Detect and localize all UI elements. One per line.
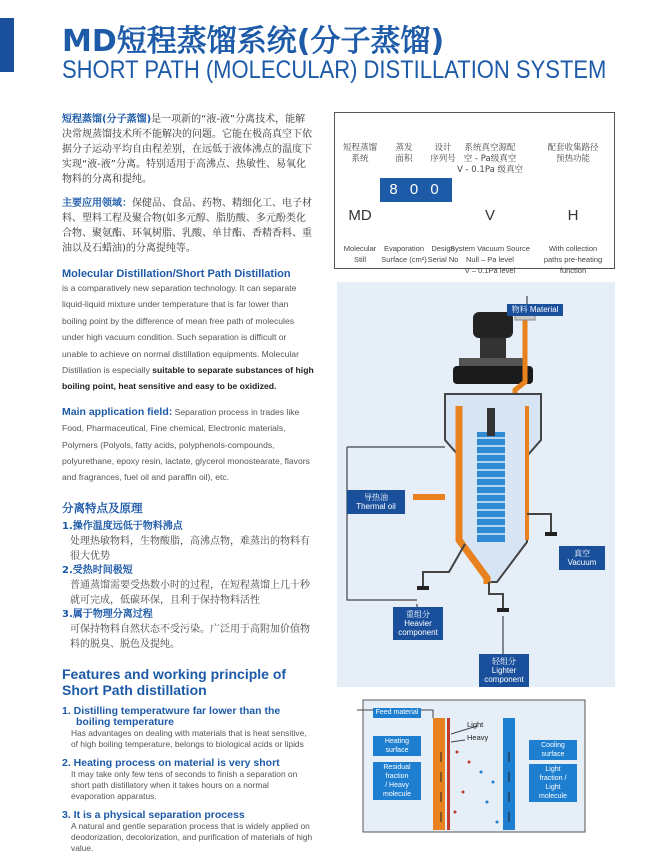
application-en	[62, 404, 314, 486]
feature-en-body: Has advantages on dealing with materials that is heat sensitive, of high boiling temperature, belongs to biological acids or lipids	[71, 727, 307, 749]
label-heavier-en2: component	[398, 628, 438, 637]
feature-cn-body: 普通蒸馏需要受热数小时的过程，在短程蒸馏上几十秒就可完成，低碳环保，且利于保持物料活性	[70, 579, 310, 606]
model-col-letter: V	[484, 207, 495, 224]
feature-en-title-1: 3. It is a physical separation process	[62, 808, 245, 821]
label-heating-2: surface	[385, 747, 409, 754]
feature-en-title-1: 1. Distilling temperatwure far lower than the	[62, 704, 281, 717]
label-cooling-1: Cooling	[541, 742, 565, 749]
rotor-shaft	[487, 408, 495, 436]
model-col-bottom: Molecular Still	[343, 244, 377, 264]
label-lightfrac-3: Light	[545, 784, 561, 791]
feature-en-body: It may take only few tens of seconds to finish a separation on short path distillatory when it takes hours on a normal evaporation apparatus.	[71, 768, 298, 801]
molecular-text-bold: suitable to separate substances of high boiling point, heat sensitive and easy to be oxidized.	[62, 365, 314, 392]
label-residual-2: fraction	[385, 773, 409, 780]
label-heavier-component	[393, 607, 443, 640]
label-material: 物料 Material	[507, 304, 563, 316]
label-feed-material: Feed material	[373, 708, 421, 718]
model-col-bottom: System Vacuum Source Null – Pa level V – 0.1Pa level	[450, 244, 530, 275]
label-heating-surface	[373, 736, 421, 756]
model-col-top: 短程蒸馏 系统	[342, 143, 377, 164]
model-col-bottom: Evaporation Surface (cm²)	[381, 244, 427, 264]
model-col-letter: H	[567, 207, 579, 224]
label-lighter-en1: Lighter	[491, 666, 517, 675]
label-thermal-oil	[347, 490, 405, 514]
feature-en-title-2: boiling temperature	[76, 715, 175, 728]
intro-cn	[62, 112, 314, 187]
label-vacuum-cn: 真空	[574, 549, 590, 558]
model-col-top: 蒸发 面积	[395, 143, 413, 164]
feature-en-title-1: 2. Heating process on material is very short	[62, 756, 280, 769]
top-cover	[453, 366, 533, 384]
model-col-bottom: With collection paths pre-heating function	[543, 244, 603, 275]
label-lightfrac-4: molecule	[538, 793, 567, 800]
molecular-text-body: is a comparatively new separation technology. It can separate liquid-liquid mixture under temperature that is far lower than boiling point by the difference of mean free path of molecules under high vacuum condition. Such separation is difficult or unable to achieve on normal distillation equipments. Molecular Distillation is especially	[62, 283, 299, 376]
model-col-area	[379, 143, 429, 263]
model-col-bottom: Design Serial No	[427, 244, 459, 264]
feature-cn-title: 3.属于物理分离过程	[62, 608, 153, 620]
features-cn-heading: 分离特点及原理	[62, 500, 143, 515]
film-layer	[447, 718, 450, 830]
feature-cn-title: 1.操作温度远低于物料沸点	[62, 520, 183, 532]
feature-cn-title: 2.受热时间极短	[62, 564, 133, 576]
model-col-top: 系统真空源配 空 - Pa级真空 V - 0.1Pa 级真空	[457, 143, 523, 175]
heating-surface-wall	[433, 718, 445, 830]
application-en-text: Separation process in trades like Food, Pharmaceutical, Fine chemical, Electronic materials, Polymers (Polyols, fatty acids, polyphenols-compounds, polyurethane, epoxy resin, lactate, glycerol monostearate, flavors and fragrances, fuel oil and paraffin oil), etc.	[62, 406, 310, 483]
model-col-vacuum	[450, 143, 530, 275]
label-residual-1: Residual	[383, 764, 411, 771]
label-heavy-arrow: Heavy	[467, 733, 489, 742]
label-thermal-oil-cn: 导热油	[364, 493, 388, 502]
molecular-heading: Molecular Distillation/Short Path Distillation	[62, 268, 291, 280]
feature-en-title	[62, 810, 314, 821]
label-lightfrac-1: Light	[545, 766, 561, 773]
feature-en-title	[62, 758, 314, 769]
model-col-top: 设计 序列号	[430, 143, 456, 164]
application-en-lead: Main application field:	[62, 405, 173, 418]
feature-en-title	[62, 706, 314, 728]
label-lightfrac-2: fraction /	[539, 775, 567, 782]
intro-cn-lead: 短程蒸馏(分子蒸馏)	[62, 114, 152, 125]
model-col-top: 配套收集路径 预热功能	[547, 143, 599, 164]
label-residual-3: / Heavy	[385, 782, 409, 789]
label-heavier-en1: Heavier	[404, 619, 432, 628]
model-col-preheat	[531, 143, 615, 275]
label-vacuum	[559, 546, 605, 570]
feature-cn-body: 可保持物料自然状态不受污染。广泛用于高附加价值物料的脱臭、脱色及提纯。	[70, 623, 310, 650]
feature-en-body: A natural and gentle separation process that is widely applied on deodorization, decolorization, and purification of materials of high value.	[71, 820, 313, 853]
condenser-coil	[477, 432, 505, 542]
side-accent-bar	[0, 18, 14, 72]
label-vacuum-en: Vacuum	[567, 558, 597, 567]
model-col-letter: MD	[348, 207, 372, 224]
application-cn-lead: 主要应用领域：	[62, 198, 132, 209]
label-thermal-oil-en: Thermal oil	[356, 502, 396, 511]
label-cooling-surface	[529, 740, 577, 760]
application-cn-text: 保健品、食品、药物、精细化工、电子材料、塑料工程及聚合物(如多元醇、脂肪酸、多元酚类化合物、聚氨酯、环氧树脂、乳酸、单甘酯、香精香料、重油以及石蜡油)的分离提纯等。	[62, 198, 312, 254]
molecular-text	[62, 280, 314, 395]
intro-cn-text: 是一项新的“液-液”分离技术，能解决常规蒸馏技术所不能解决的问题。它能在极高真空下依据分子运动平均自由程差别，在远低于液体沸点的温度下实现“液-液”分离。特别适用于高沸点、热敏性、易氧化物料的分离和提纯。	[62, 114, 312, 185]
model-code-value: 8 0 0	[380, 178, 452, 202]
motor-neck	[480, 338, 506, 358]
page-title-cn: MD短程蒸馏系统(分子蒸馏)	[62, 24, 445, 59]
label-light-fraction	[529, 764, 577, 802]
label-heavier-cn: 重组分	[406, 610, 430, 619]
label-light-arrow: Light	[467, 720, 484, 729]
distillation-diagram	[337, 282, 615, 834]
label-cooling-2: surface	[541, 751, 565, 758]
application-cn	[62, 196, 314, 256]
model-code-box	[334, 112, 615, 275]
label-lighter-cn: 轻组分	[492, 657, 516, 666]
label-residual-fraction	[373, 762, 421, 800]
label-heating-1: Heating	[384, 738, 410, 745]
features-en-heading-1: Features and working principle of	[62, 665, 287, 682]
features-en-heading	[62, 666, 314, 698]
features-en-heading-2: Short Path distillation	[62, 681, 207, 698]
label-residual-4: molecule	[382, 791, 411, 798]
label-lighter-en2: component	[484, 675, 524, 684]
label-lighter-component	[479, 654, 529, 687]
feature-cn-body: 处理热敏物料，生物酸脂，高沸点物，难蒸出的物料有很大优势	[70, 535, 310, 562]
page-title-en: SHORT PATH (MOLECULAR) DISTILLATION SYSTEM	[62, 56, 607, 84]
left-column	[62, 112, 314, 854]
motor-flange	[459, 358, 527, 366]
